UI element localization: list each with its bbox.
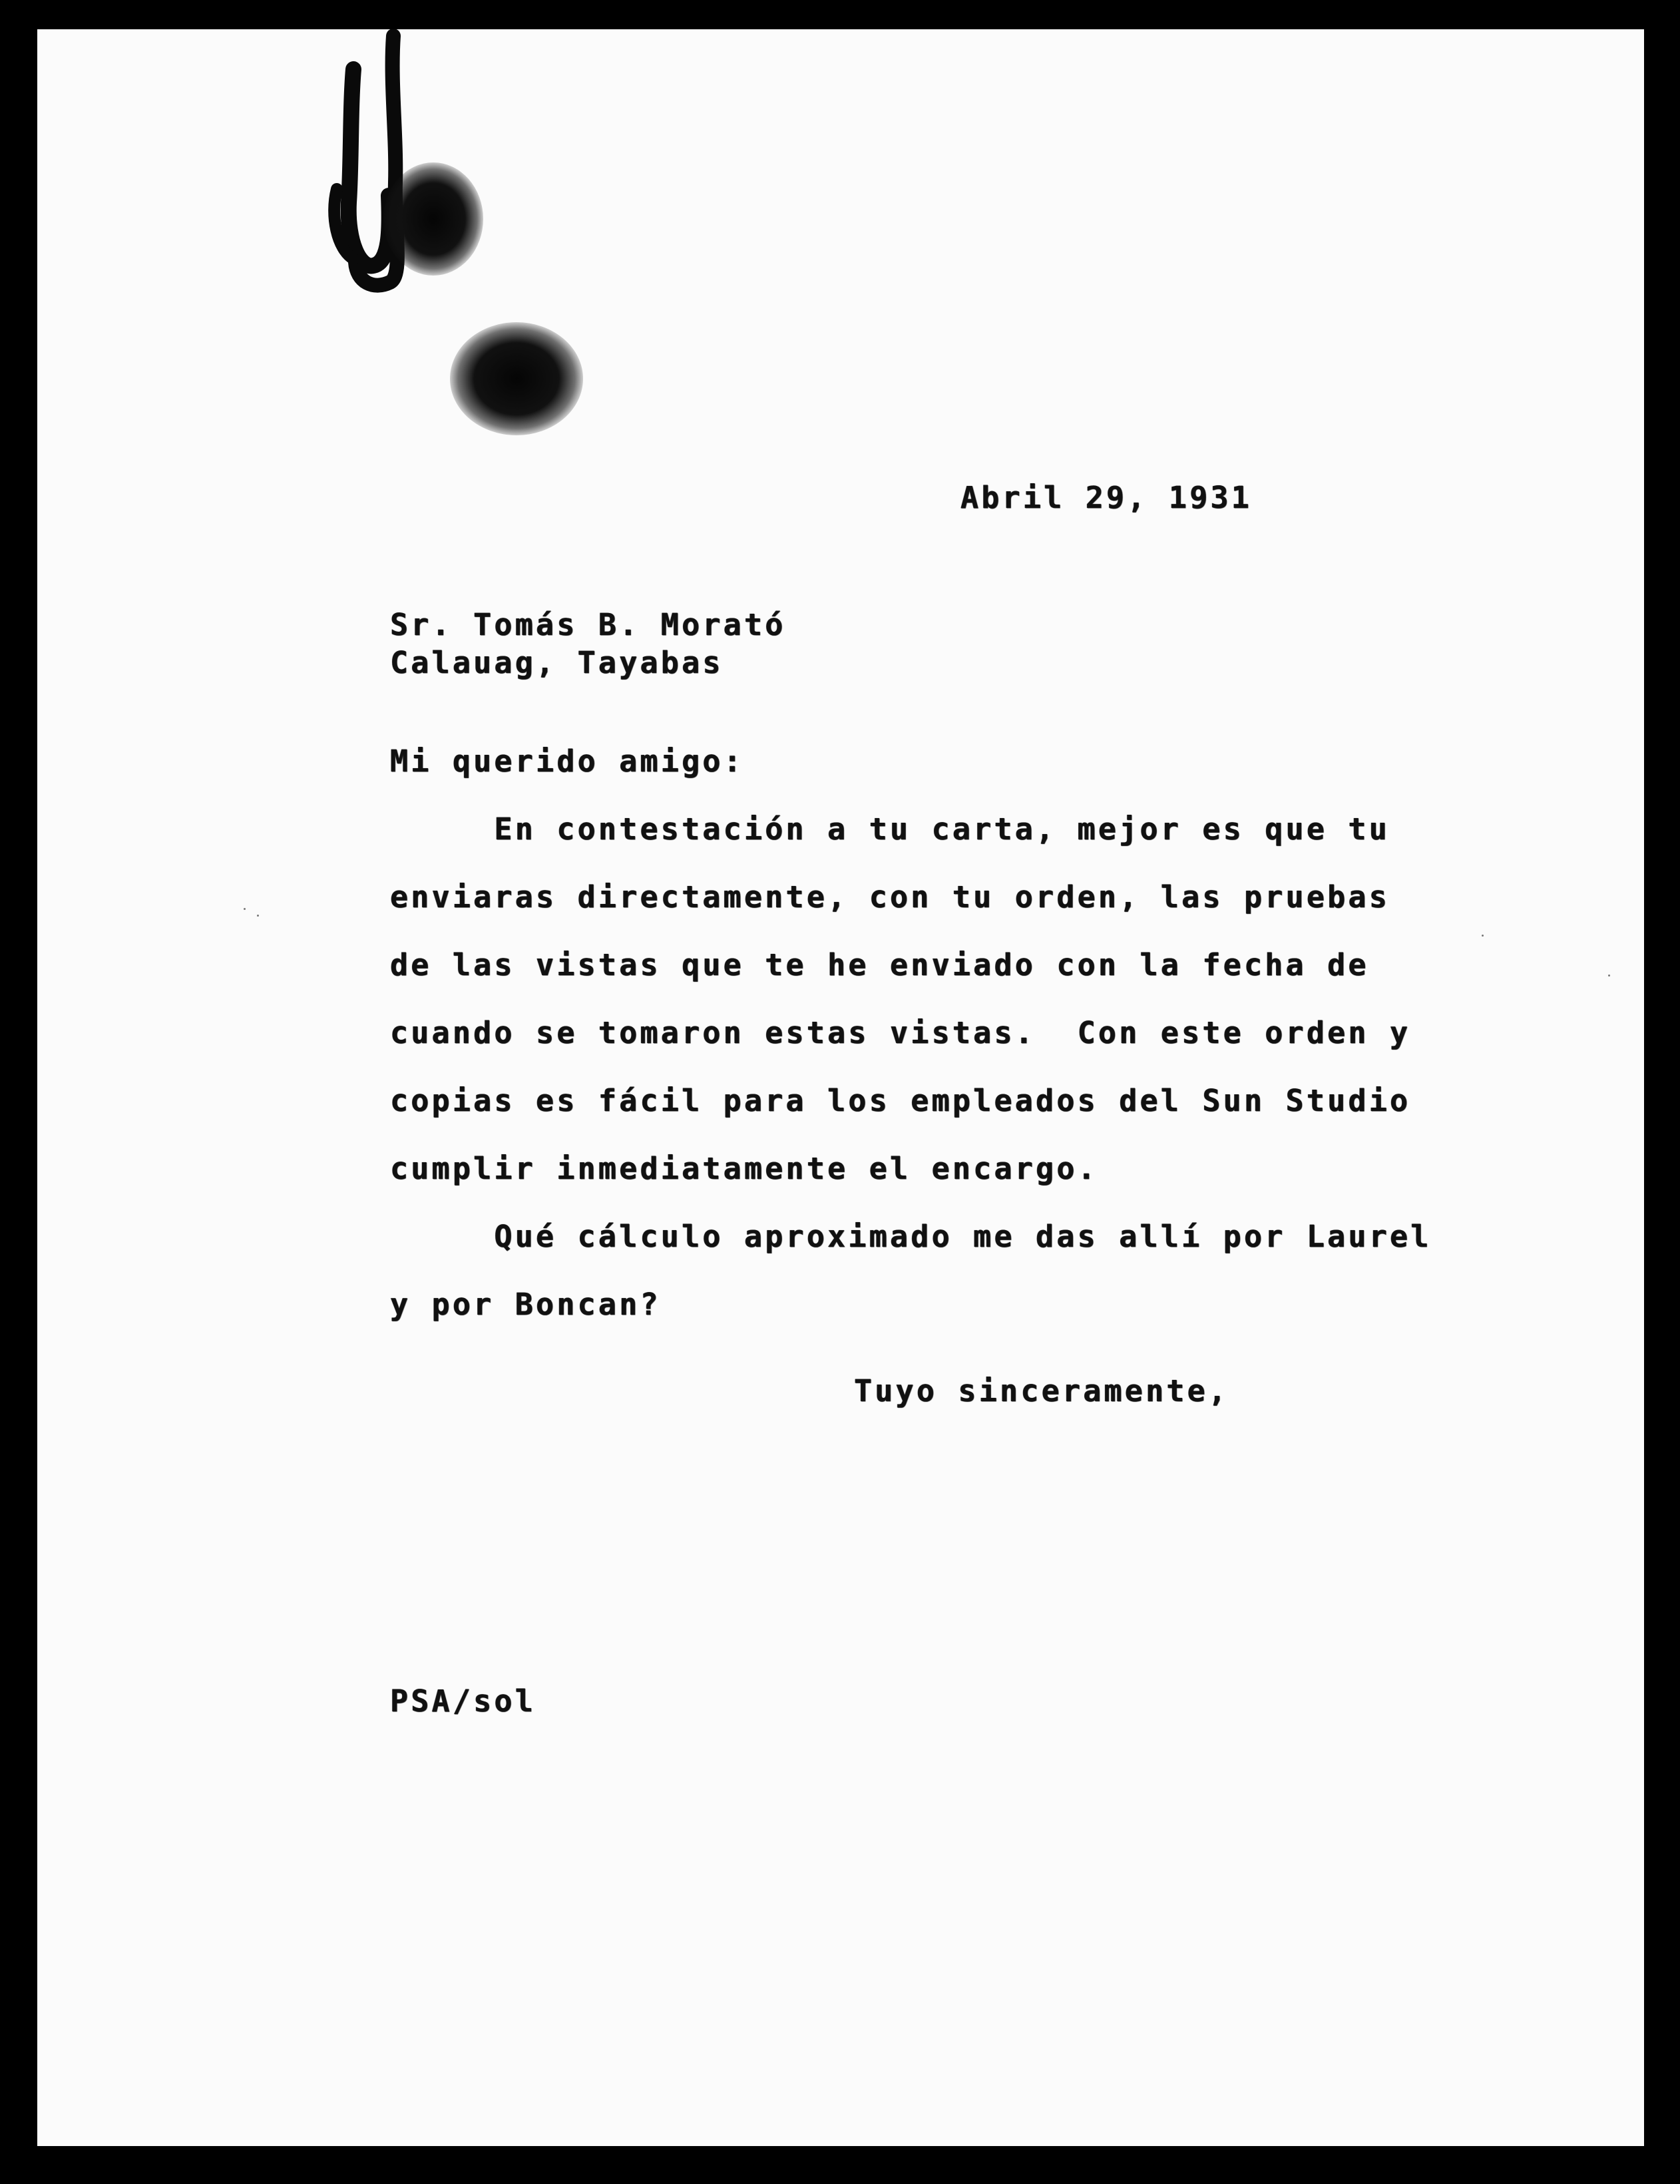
paper-speck <box>1608 975 1610 977</box>
closing: Tuyo sinceramente, <box>854 1373 1229 1409</box>
recipient-place: Calauag, Tayabas <box>390 645 724 680</box>
salutation: Mi querido amigo: <box>390 744 744 779</box>
recipient-name: Sr. Tomás B. Morató <box>390 607 786 642</box>
body-line: Qué cálculo aproximado me das allí por Laurel <box>390 1219 1432 1254</box>
body-line: cuando se tomaron estas vistas. Con este orden y <box>390 1015 1411 1050</box>
reference-initials: PSA/sol <box>390 1683 536 1719</box>
letter-date: Abril 29, 1931 <box>960 480 1253 515</box>
body-line: copias es fácil para los empleados del Sun Studio <box>390 1083 1411 1118</box>
body-line: enviaras directamente, con tu orden, las pruebas <box>390 879 1390 915</box>
body-line: En contestación a tu carta, mejor es que tu <box>390 811 1390 847</box>
ink-blot <box>383 162 483 276</box>
paper-speck <box>257 915 259 917</box>
ink-blot <box>450 322 583 435</box>
body-line: y por Boncan? <box>390 1287 661 1322</box>
body-line: de las vistas que te he enviado con la fecha de <box>390 947 1369 983</box>
paper-speck <box>244 908 246 910</box>
body-line: cumplir inmediatamente el encargo. <box>390 1151 1098 1186</box>
paper-speck <box>1482 935 1484 937</box>
letter-page <box>37 29 1644 2146</box>
